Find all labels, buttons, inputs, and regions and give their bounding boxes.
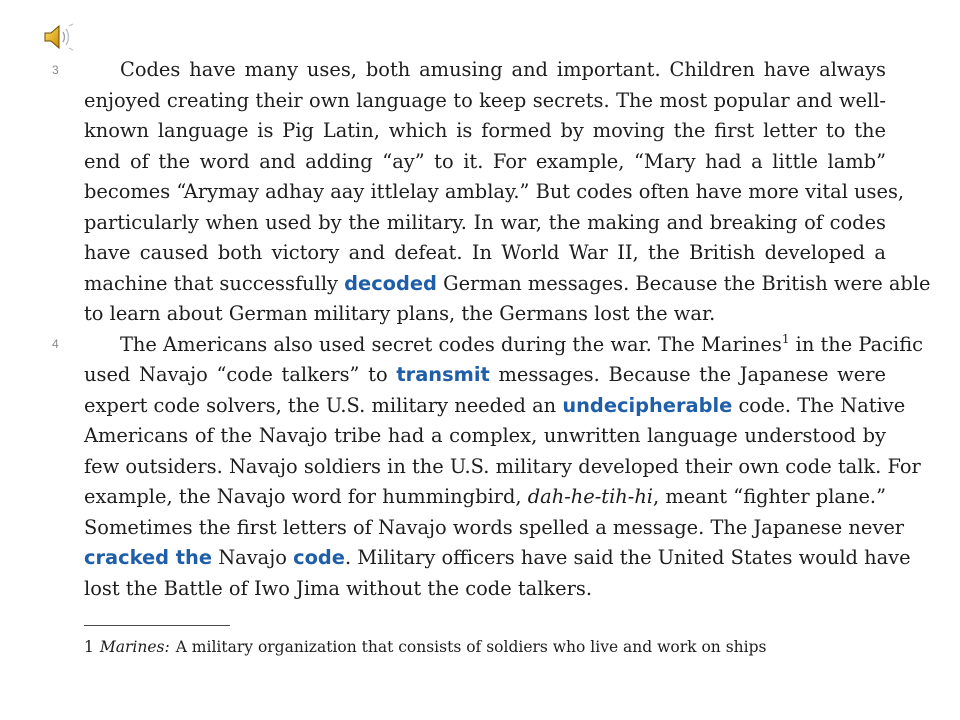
text-line: The Americans also used secret codes during the war. The Marines$^1$ in the Pacific (120, 331, 923, 356)
footnote (84, 638, 766, 656)
text-line: becomes “Arymay adhay aay ittlelay amblay.” But codes often have more vital uses, (84, 180, 905, 203)
text-line: have caused both victory and defeat. In World War II, the British developed a (84, 241, 886, 264)
vocab-phrase-cracked-the[interactable]: cracked the (84, 546, 213, 569)
text-line: to learn about German military plans, the Germans lost the war. (84, 302, 716, 325)
text-line: Codes have many uses, both amusing and important. Children have always (120, 58, 886, 81)
text-line: lost the Battle of Iwo Jima without the code talkers. (84, 576, 593, 600)
footnote-number: 1 (84, 638, 94, 656)
text-line: machine that successfully decoded German messages. Because the British were able (84, 271, 931, 295)
text-line: known language is Pig Latin, which is formed by moving the first letter to the (84, 119, 886, 142)
passage-text (84, 55, 931, 604)
text-line: enjoyed creating their own language to keep secrets. The most popular and well- (84, 88, 886, 112)
footnote-definition: A military organization that consists of soldiers who live and work on ships (175, 638, 767, 656)
text-line: few outsiders. Navajo soldiers in the U.S. military developed their own code talk. For (84, 454, 921, 478)
vocab-word-undecipherable[interactable]: undecipherable (562, 393, 733, 417)
text-line: end of the word and adding “ay” to it. For example, “Mary had a little lamb” (84, 149, 886, 173)
paragraph-number: 3 (52, 63, 59, 77)
text-line: used Navajo “code talkers” to transmit messages. Because the Japanese were (84, 363, 886, 386)
text-line: expert code solvers, the U.S. military needed an undecipherable code. The Native (84, 393, 906, 417)
speaker-icon[interactable] (42, 22, 76, 52)
paragraph-number: 4 (52, 337, 59, 351)
footnote-marker[interactable]: 1 (781, 331, 790, 346)
text-line: Americans of the Navajo tribe had a complex, unwritten language understood by (84, 424, 886, 447)
text-line: cracked the Navajo code. Military officers have said the United States would have (84, 546, 911, 569)
footnote-divider (84, 625, 230, 626)
vocab-word-decoded[interactable]: decoded (344, 271, 437, 295)
vocab-phrase-code[interactable]: code (293, 546, 345, 569)
text-line: example, the Navajo word for hummingbird, dah-he-tih-hi, meant “fighter plane.” (84, 485, 887, 508)
vocab-word-transmit[interactable]: transmit (396, 363, 490, 386)
text-line: Sometimes the first letters of Navajo words spelled a message. The Japanese never (84, 515, 905, 539)
navajo-word: dah-he-tih-hi (527, 485, 654, 508)
text-line: particularly when used by the military. In war, the making and breaking of codes (84, 210, 886, 234)
footnote-term: Marines: (99, 638, 170, 656)
